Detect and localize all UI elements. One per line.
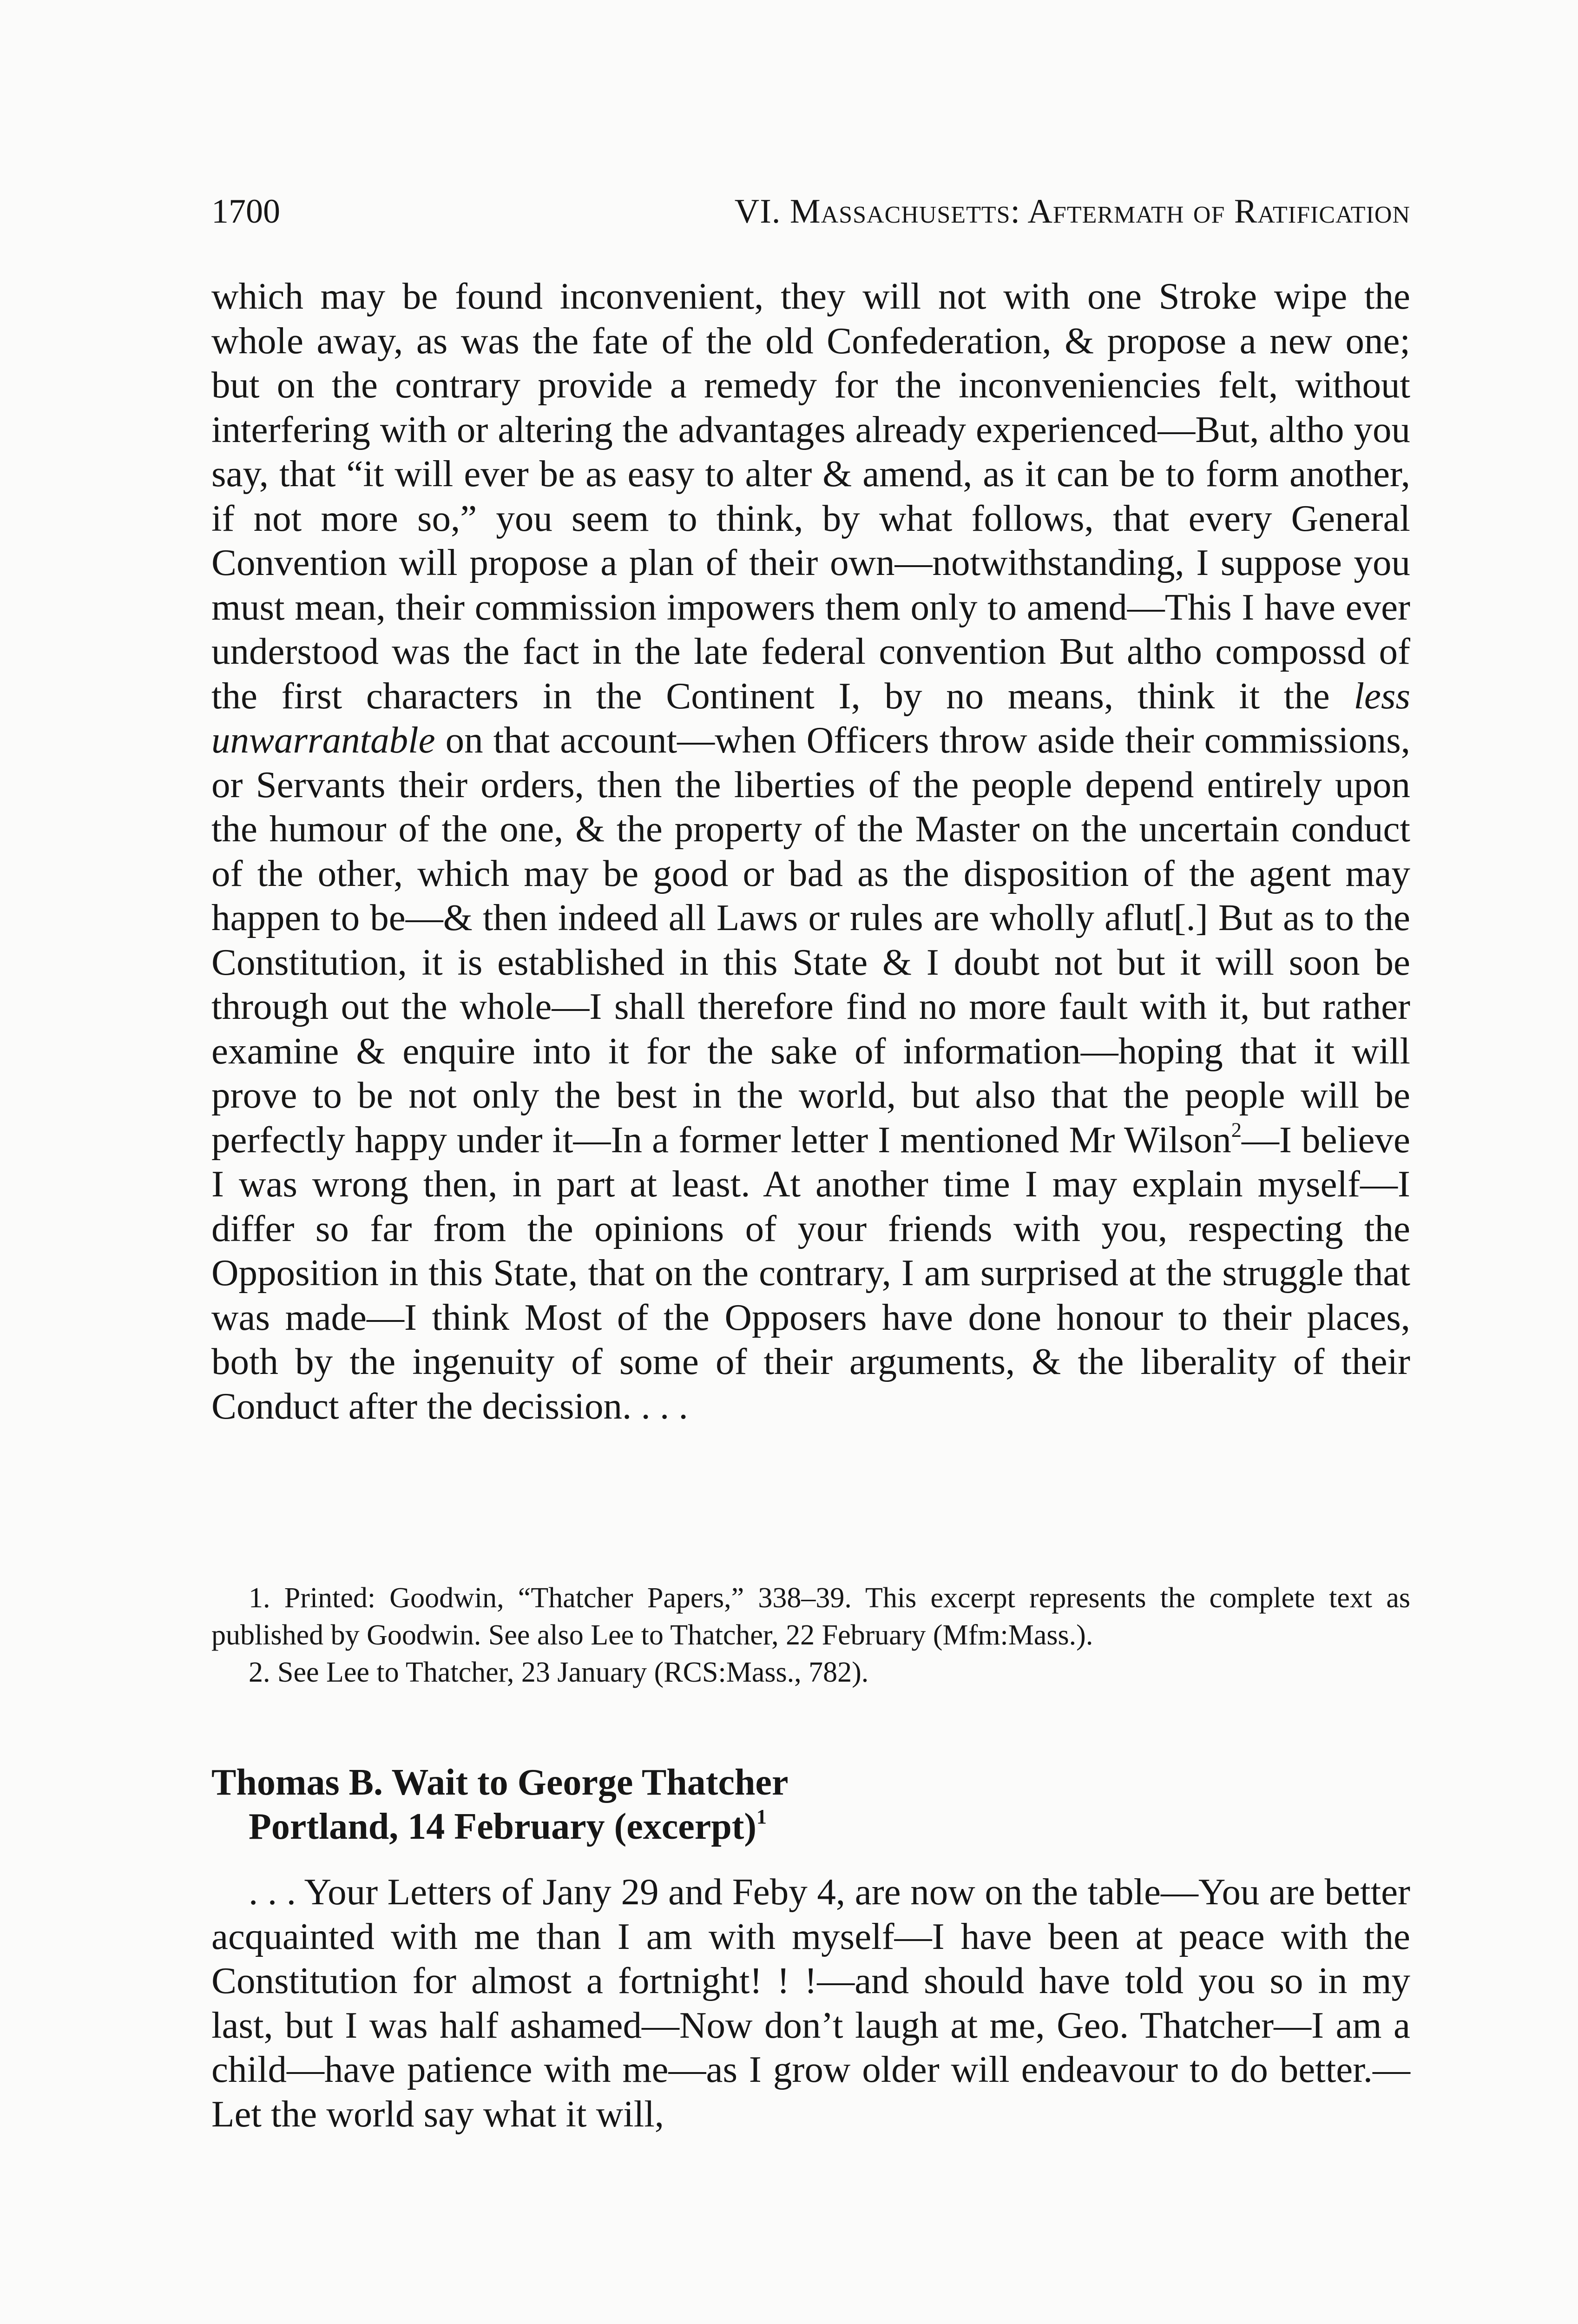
footnote-2: 2. See Lee to Thatcher, 23 January (RCS:Mass., 782).: [249, 1657, 869, 1688]
footnote-reference-2: 2: [1231, 1118, 1242, 1142]
footnote-reference-1: 1: [756, 1805, 767, 1828]
letter-text-part1: which may be found inconvenient, they will not with one Stroke wipe the whole away, as was the fate of the old Confederation, & propose a new one; but on the contrary provide a remedy for the inconveniencies felt, without interfering with or altering the advantages already experienced—But, altho you say, that “it will ever be as easy to alter & amend, as it can be to form another, if not more so,” you seem to think, by what follows, that every General Convention will propose a plan of their own—notwithstanding, I suppose you must mean, their commission impowers them only to amend—This I have ever understood was the fact in the late federal convention But altho compossd of the first characters in the Continent I, by no means, think it the: [211, 275, 1410, 717]
running-head-title: VI. Massachusetts: Aftermath of Ratification: [734, 192, 1410, 231]
heading-title: Thomas B. Wait to George Thatcher: [211, 1762, 789, 1803]
second-letter-body: [211, 1870, 1410, 2136]
document-page: [211, 0, 1410, 2324]
footnotes: [211, 1579, 1410, 1691]
heading-place-date: Portland, 14 February (excerpt): [249, 1806, 757, 1847]
footnote-1: 1. Printed: Goodwin, “Thatcher Papers,” 338–39. This excerpt represents the complete text as published by Goodwin. See also Lee to Thatcher, 22 February (Mfm:Mass.).: [211, 1582, 1410, 1651]
letter-text-part2: on that account—when Officers throw aside their commissions, or Servants their orders, then the liberties of the people depend entirely upon the humour of the one, & the property of the Master on the uncertain conduct of the other, which may be good or bad as the disposition of the agent may happen to be—& then indeed all Laws or rules are wholly aflut[.] But as to the Constitution, it is established in this State & I doubt not but it will soon be through out the whole—I shall therefore find no more fault with it, but rather examine & enquire into it for the sake of information—hoping that it will prove to be not only the best in the world, but also that the people will be perfectly happy under it—In a former letter I mentioned Mr Wilson: [211, 719, 1410, 1161]
heading-subtitle: [211, 1805, 1410, 1849]
letter-text-part3: —I believe I was wrong then, in part at least. At another time I may explain myself—I differ so far from the opinions of your friends with you, respecting the Opposition in this State, that on the contrary, I am surprised at the struggle that was made—I think Most of the Opposers have done honour to their places, both by the ingenuity of some of their arguments, & the liberality of their Conduct after the decission. . . .: [211, 1118, 1410, 1427]
running-head: [211, 186, 1410, 237]
document-heading: [211, 1761, 1410, 1849]
emphasized-text: less unwarrantable: [211, 674, 1410, 761]
letter-body: [211, 274, 1410, 1428]
letter-paragraph: [211, 274, 1410, 1428]
page-number: 1700: [211, 192, 280, 231]
second-letter-paragraph: . . . Your Letters of Jany 29 and Feby 4, are now on the table—You are better acquainted with me than I am with myself—I have been at peace with the Constitution for almost a fortnight! ! !—and should have told you so in my last, but I was half ashamed—Now don’t laugh at me, Geo. Thatcher—I am a child—have patience with me—as I grow older will endeavour to do better.—Let the world say what it will,: [211, 1871, 1410, 2135]
